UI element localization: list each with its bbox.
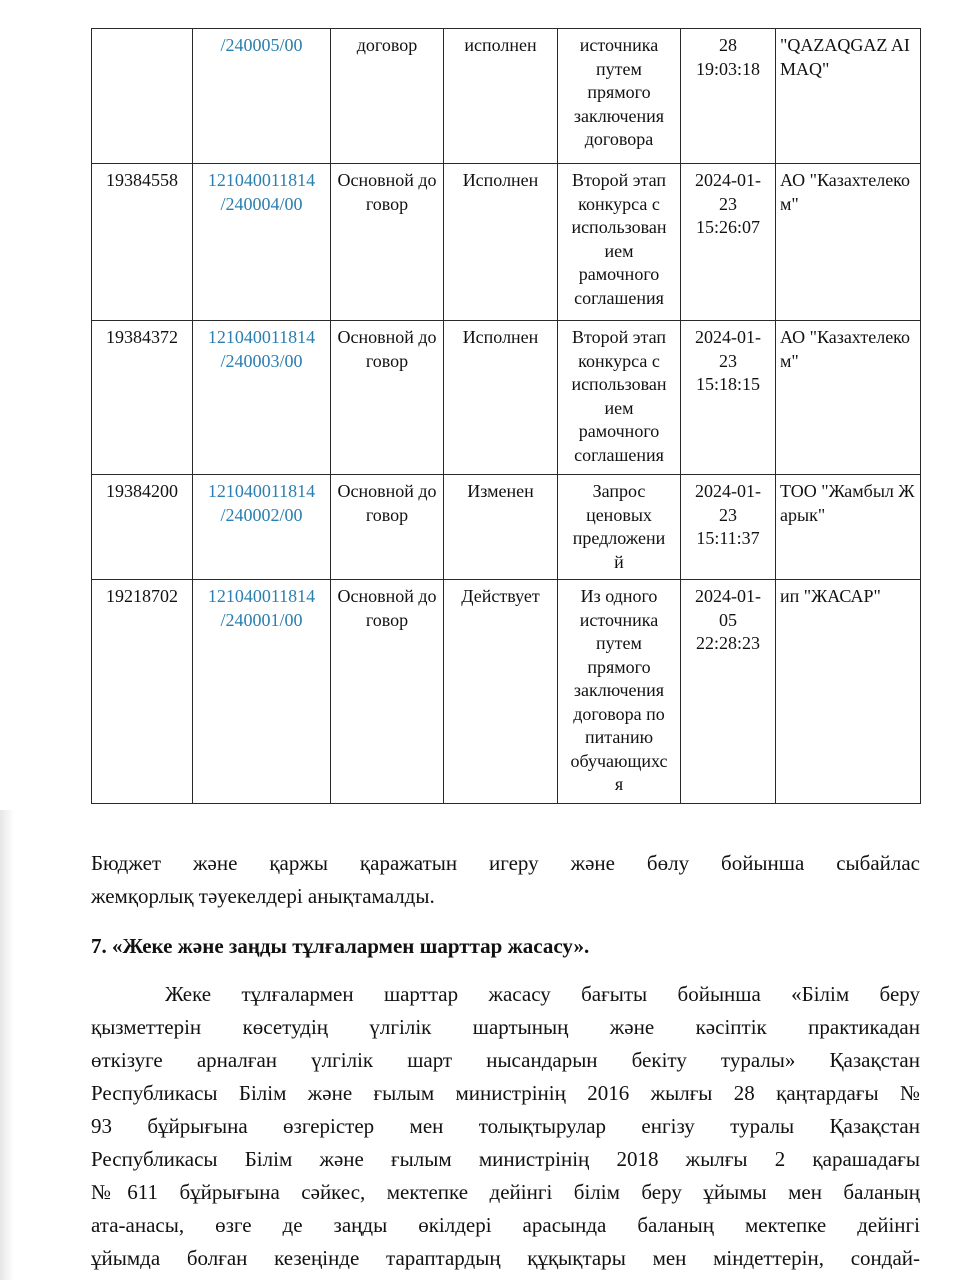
contract-number-line: /240001/00 bbox=[220, 609, 303, 630]
contract-status-cell: Исполнен bbox=[444, 321, 558, 475]
contract-number-line: /240005/00 bbox=[220, 35, 303, 55]
contract-type-cell: Основной договор bbox=[331, 321, 444, 475]
method-line: путем bbox=[596, 58, 642, 79]
paragraph-line: өткізуге арналған үлгілік шарт нысандарын бекіту туралы» Қазақстан bbox=[91, 1048, 920, 1072]
contracts-table bbox=[91, 28, 921, 804]
paragraph-line: қызметтерін көсетудің үлгілік шартының және кәсіптік практикадан bbox=[91, 1015, 920, 1039]
procurement-method-cell bbox=[558, 580, 681, 804]
supplier-cell: ТОО "Жамбыл Жарык" bbox=[776, 475, 921, 580]
contract-number-line: /240004/00 bbox=[220, 193, 303, 214]
date-line: 28 bbox=[719, 35, 737, 55]
contract-number-line: /240003/00 bbox=[220, 350, 303, 371]
supplier-cell: ип "ЖАСАР" bbox=[776, 580, 921, 804]
date-line: 23 bbox=[719, 350, 737, 371]
method-line: Запрос bbox=[592, 481, 646, 501]
time-line: 22:28:23 bbox=[695, 633, 760, 653]
date-line: 23 bbox=[719, 193, 737, 214]
method-line: обучающихс bbox=[570, 750, 668, 771]
page-edge-shadow bbox=[0, 810, 14, 1280]
method-line: рамочного bbox=[578, 264, 660, 284]
method-line: договора bbox=[584, 129, 654, 149]
date-line: 05 bbox=[719, 609, 737, 630]
contract-type-cell: договор bbox=[331, 29, 444, 164]
contract-date-cell bbox=[681, 580, 776, 804]
method-line: использован bbox=[571, 374, 667, 394]
method-line: Второй этап bbox=[572, 170, 666, 190]
contract-status-cell: Изменен bbox=[444, 475, 558, 580]
contract-date-cell bbox=[681, 475, 776, 580]
method-line: заключения bbox=[573, 680, 665, 700]
time-line: 19:03:18 bbox=[695, 58, 760, 79]
contract-id-cell: 19218702 bbox=[92, 580, 193, 804]
table-row bbox=[92, 164, 921, 321]
method-line: ием bbox=[604, 397, 634, 418]
method-line: источника bbox=[579, 35, 659, 55]
contract-status-cell: Исполнен bbox=[444, 164, 558, 321]
paragraph-line: Республикасы Білім және ғылым министрінің 2016 жылғы 28 қаңтардағы № bbox=[91, 1081, 920, 1105]
procurement-method-cell bbox=[558, 321, 681, 475]
method-line: конкурса с bbox=[578, 350, 660, 371]
table-row bbox=[92, 475, 921, 580]
method-line: заключения bbox=[573, 105, 665, 126]
method-line: соглашения bbox=[574, 287, 664, 308]
contract-status-cell: Действует bbox=[444, 580, 558, 804]
method-line: рамочного bbox=[578, 421, 660, 441]
contract-number-link[interactable] bbox=[193, 475, 331, 580]
method-line: предложени bbox=[572, 528, 666, 548]
risk-paragraph bbox=[91, 847, 920, 913]
method-line: использован bbox=[571, 217, 667, 237]
procurement-method-cell bbox=[558, 164, 681, 321]
contract-number-link[interactable] bbox=[193, 29, 331, 164]
procurement-method-cell bbox=[558, 475, 681, 580]
date-line: 2024-01- bbox=[695, 481, 761, 501]
method-line: питанию bbox=[584, 727, 654, 747]
paragraph-line: №611 бұйрығына сәйкес, мектепке дейінгі білім беру ұйымы мен баланың bbox=[91, 1180, 920, 1204]
table-row bbox=[92, 321, 921, 475]
contract-date-cell bbox=[681, 321, 776, 475]
date-line: 23 bbox=[719, 504, 737, 525]
contract-number-line: 121040011814 bbox=[207, 481, 316, 501]
method-line: источника bbox=[579, 609, 659, 630]
section-heading: 7. «Жеке және заңды тұлғалармен шарттар жасасу». bbox=[91, 934, 590, 958]
date-line: 2024-01- bbox=[695, 327, 761, 347]
method-line: прямого bbox=[587, 656, 651, 677]
method-line: Из одного bbox=[580, 586, 658, 606]
method-line: й bbox=[614, 551, 624, 572]
method-line: Второй этап bbox=[572, 327, 666, 347]
paragraph-line: ұйымда болған кезеңінде тараптардың құқықтары мен міндеттерін, сондай- bbox=[91, 1246, 920, 1270]
contract-number-line: 121040011814 bbox=[207, 170, 316, 190]
table-row bbox=[92, 580, 921, 804]
paragraph-line: 93 бұйрығына өзгерістер мен толықтырулар енгізу туралы Қазақстан bbox=[91, 1114, 920, 1138]
contract-id-cell: 19384372 bbox=[92, 321, 193, 475]
method-line: соглашения bbox=[574, 444, 664, 465]
contract-id-cell: 19384558 bbox=[92, 164, 193, 321]
method-line: ием bbox=[604, 240, 634, 261]
supplier-cell: "QAZAQGAZ AIMAQ" bbox=[776, 29, 921, 164]
procurement-method-cell bbox=[558, 29, 681, 164]
method-line: путем bbox=[596, 633, 642, 653]
contract-type-cell: Основной договор bbox=[331, 164, 444, 321]
contract-type-cell: Основной договор bbox=[331, 475, 444, 580]
contract-number-line: 121040011814 bbox=[207, 586, 316, 606]
contract-date-cell bbox=[681, 164, 776, 321]
date-line: 2024-01- bbox=[695, 170, 761, 190]
contract-id-cell: 19384200 bbox=[92, 475, 193, 580]
contract-type-cell: Основной договор bbox=[331, 580, 444, 804]
contract-number-line: 121040011814 bbox=[207, 327, 316, 347]
paragraph-line: жемқорлық тәуекелдері анықтамалды. bbox=[91, 884, 435, 908]
contract-id-cell bbox=[92, 29, 193, 164]
method-line: договора по bbox=[573, 703, 665, 724]
contract-number-link[interactable] bbox=[193, 580, 331, 804]
table-row bbox=[92, 29, 921, 164]
contract-date-cell bbox=[681, 29, 776, 164]
contract-status-cell: исполнен bbox=[444, 29, 558, 164]
contract-number-link[interactable] bbox=[193, 321, 331, 475]
supplier-cell: АО "Казахтелеком" bbox=[776, 164, 921, 321]
paragraph-line: ата-анасы, өзге де заңды өкілдері арасында баланың мектепке дейінгі bbox=[91, 1213, 920, 1237]
time-line: 15:26:07 bbox=[695, 217, 760, 237]
paragraph-line: Жеке тұлғалармен шарттар жасасу бағыты бойынша «Білім беру bbox=[165, 982, 920, 1006]
method-line: я bbox=[614, 774, 624, 794]
method-line: прямого bbox=[587, 82, 651, 102]
contract-number-line: /240002/00 bbox=[220, 504, 303, 525]
contract-number-link[interactable] bbox=[193, 164, 331, 321]
date-line: 2024-01- bbox=[695, 586, 761, 606]
method-line: ценовых bbox=[586, 504, 652, 525]
method-line: конкурса с bbox=[578, 193, 660, 214]
paragraph-line: Бюджет және қаржы қаражатын игеру және бөлу бойынша сыбайлас bbox=[91, 851, 920, 875]
paragraph-line: Республикасы Білім және ғылым министрінің 2018 жылғы 2 қарашадағы bbox=[91, 1147, 920, 1171]
supplier-cell: АО "Казахтелеком" bbox=[776, 321, 921, 475]
time-line: 15:11:37 bbox=[696, 528, 760, 548]
contracts-paragraph bbox=[91, 978, 920, 1275]
time-line: 15:18:15 bbox=[695, 374, 760, 394]
